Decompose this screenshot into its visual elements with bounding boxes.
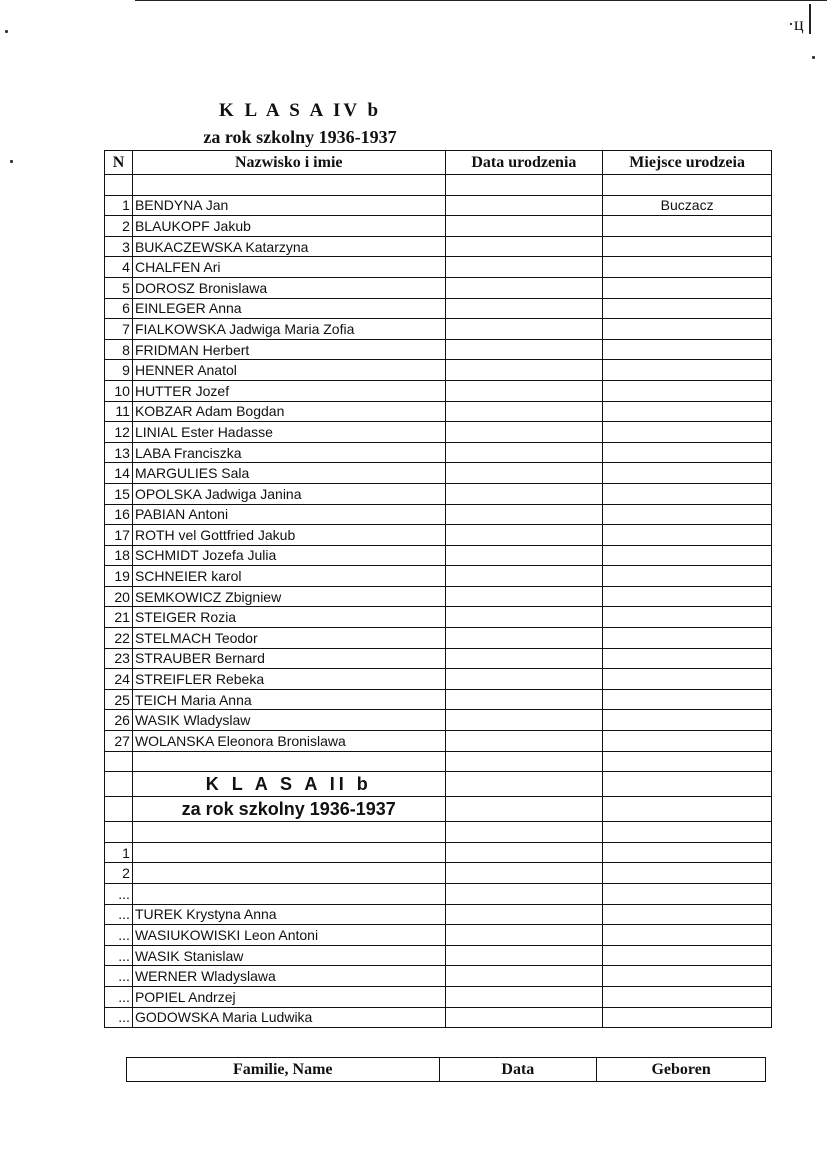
birth-place-cell — [603, 319, 772, 340]
student-name: SCHMIDT Jozefa Julia — [132, 545, 445, 566]
blank-cell — [603, 772, 772, 797]
birth-date-cell — [445, 504, 603, 525]
table-row — [105, 966, 772, 987]
table-row — [105, 710, 772, 731]
row-number: 11 — [105, 401, 133, 422]
birth-date-cell — [445, 986, 603, 1007]
birth-date-cell — [445, 463, 603, 484]
row-number: ... — [105, 986, 133, 1007]
footer-row — [127, 1058, 766, 1082]
student-name — [132, 842, 445, 863]
birth-place-cell — [603, 545, 772, 566]
scan-speck — [10, 160, 13, 163]
birth-place-cell — [603, 339, 772, 360]
table-row — [105, 298, 772, 319]
table-row — [105, 216, 772, 237]
student-name: EINLEGER Anna — [132, 298, 445, 319]
birth-place-cell — [603, 710, 772, 731]
student-name: STELMACH Teodor — [132, 628, 445, 649]
birth-date-cell — [445, 945, 603, 966]
birth-date-cell — [445, 863, 603, 884]
birth-date-cell — [445, 842, 603, 863]
student-name: BENDYNA Jan — [132, 195, 445, 216]
table-row — [105, 319, 772, 340]
row-number: ... — [105, 945, 133, 966]
birth-place-cell — [603, 483, 772, 504]
page-number-mark: ·ц — [788, 14, 804, 34]
birth-place-cell — [603, 175, 772, 196]
birth-date-cell — [445, 236, 603, 257]
birth-place-cell — [603, 731, 772, 752]
birth-place-cell — [603, 463, 772, 484]
row-number: 2 — [105, 863, 133, 884]
birth-date-cell — [445, 822, 603, 843]
birth-date-cell — [445, 925, 603, 946]
table-row — [105, 689, 772, 710]
student-name — [132, 822, 445, 843]
row-number — [105, 822, 133, 843]
table-row — [105, 904, 772, 925]
birth-date-cell — [445, 319, 603, 340]
table-row — [105, 504, 772, 525]
row-number: 1 — [105, 195, 133, 216]
table-row — [105, 380, 772, 401]
birth-place-cell — [603, 257, 772, 278]
birth-date-cell — [445, 277, 603, 298]
class-ii-title: K L A S A II b — [132, 772, 445, 797]
row-number: 17 — [105, 525, 133, 546]
header-number: N — [105, 151, 133, 175]
student-name: FIALKOWSKA Jadwiga Maria Zofia — [132, 319, 445, 340]
table-row — [105, 339, 772, 360]
birth-date-cell — [445, 360, 603, 381]
birth-place-cell — [603, 586, 772, 607]
birth-date-cell — [445, 298, 603, 319]
birth-date-cell — [445, 751, 603, 772]
birth-date-cell — [445, 339, 603, 360]
table-row — [105, 586, 772, 607]
row-number — [105, 751, 133, 772]
birth-place-cell — [603, 884, 772, 905]
birth-date-cell — [445, 525, 603, 546]
birth-place-cell — [603, 986, 772, 1007]
row-number: ... — [105, 884, 133, 905]
student-name: SCHNEIER karol — [132, 566, 445, 587]
table-header-row — [105, 151, 772, 175]
birth-date-cell — [445, 1007, 603, 1028]
table-row — [105, 545, 772, 566]
row-number: 18 — [105, 545, 133, 566]
row-number: 21 — [105, 607, 133, 628]
row-number: 24 — [105, 669, 133, 690]
birth-place-cell — [603, 566, 772, 587]
student-name: OPOLSKA Jadwiga Janina — [132, 483, 445, 504]
row-number: ... — [105, 966, 133, 987]
table-row — [105, 669, 772, 690]
table-row — [105, 442, 772, 463]
birth-date-cell — [445, 731, 603, 752]
scan-speck — [5, 30, 8, 33]
blank-cell — [105, 797, 133, 822]
student-name: BLAUKOPF Jakub — [132, 216, 445, 237]
birth-place-cell — [603, 904, 772, 925]
birth-place-cell — [603, 822, 772, 843]
birth-place-cell — [603, 504, 772, 525]
row-number: 1 — [105, 842, 133, 863]
student-name: STEIGER Rozia — [132, 607, 445, 628]
table-row — [105, 925, 772, 946]
birth-date-cell — [445, 669, 603, 690]
birth-place-cell: Buczacz — [603, 195, 772, 216]
birth-date-cell — [445, 566, 603, 587]
row-number: 25 — [105, 689, 133, 710]
student-name: WASIK Stanislaw — [132, 945, 445, 966]
student-name: ROTH vel Gottfried Jakub — [132, 525, 445, 546]
row-number: 13 — [105, 442, 133, 463]
student-name: GODOWSKA Maria Ludwika — [132, 1007, 445, 1028]
student-name: PABIAN Antoni — [132, 504, 445, 525]
table-row — [105, 525, 772, 546]
birth-date-cell — [445, 483, 603, 504]
scan-speck — [812, 56, 815, 59]
table-row — [105, 483, 772, 504]
birth-date-cell — [445, 689, 603, 710]
footer-name-label: Familie, Name — [127, 1058, 440, 1082]
student-name: FRIDMAN Herbert — [132, 339, 445, 360]
birth-date-cell — [445, 904, 603, 925]
row-number: 14 — [105, 463, 133, 484]
birth-place-cell — [603, 360, 772, 381]
student-name — [132, 863, 445, 884]
birth-place-cell — [603, 380, 772, 401]
birth-place-cell — [603, 401, 772, 422]
table-row — [105, 842, 772, 863]
student-name: TEICH Maria Anna — [132, 689, 445, 710]
class-ii-year-row — [105, 797, 772, 822]
row-number: ... — [105, 1007, 133, 1028]
birth-place-cell — [603, 298, 772, 319]
footer-born-label: Geboren — [597, 1058, 766, 1082]
birth-date-cell — [445, 545, 603, 566]
birth-date-cell — [445, 442, 603, 463]
row-number: 10 — [105, 380, 133, 401]
table-row — [105, 463, 772, 484]
student-name: HUTTER Jozef — [132, 380, 445, 401]
birth-place-cell — [603, 422, 772, 443]
birth-date-cell — [445, 966, 603, 987]
birth-date-cell — [445, 884, 603, 905]
top-border-line — [135, 0, 827, 1]
student-name: CHALFEN Ari — [132, 257, 445, 278]
birth-date-cell — [445, 422, 603, 443]
row-number: 3 — [105, 236, 133, 257]
student-name: WASIUKOWISKI Leon Antoni — [132, 925, 445, 946]
student-name: MARGULIES Sala — [132, 463, 445, 484]
birth-place-cell — [603, 945, 772, 966]
student-name: STRAUBER Bernard — [132, 648, 445, 669]
student-name: BUKACZEWSKA Katarzyna — [132, 236, 445, 257]
birth-place-cell — [603, 442, 772, 463]
birth-place-cell — [603, 925, 772, 946]
row-number: 27 — [105, 731, 133, 752]
student-name: LINIAL Ester Hadasse — [132, 422, 445, 443]
row-number: 15 — [105, 483, 133, 504]
birth-date-cell — [445, 586, 603, 607]
birth-place-cell — [603, 607, 772, 628]
school-year-title: za rok szkolny 1936-1937 — [203, 127, 397, 147]
class-ii-year: za rok szkolny 1936-1937 — [132, 797, 445, 822]
blank-cell — [445, 797, 603, 822]
birth-place-cell — [603, 648, 772, 669]
footer-date-label: Data — [439, 1058, 597, 1082]
row-number: ... — [105, 925, 133, 946]
student-name: HENNER Anatol — [132, 360, 445, 381]
student-name: WASIK Wladyslaw — [132, 710, 445, 731]
birth-place-cell — [603, 751, 772, 772]
birth-place-cell — [603, 842, 772, 863]
birth-place-cell — [603, 628, 772, 649]
birth-date-cell — [445, 401, 603, 422]
student-name — [132, 175, 445, 196]
birth-date-cell — [445, 195, 603, 216]
birth-date-cell — [445, 607, 603, 628]
student-name: WERNER Wladyslawa — [132, 966, 445, 987]
row-number: 8 — [105, 339, 133, 360]
blank-cell — [105, 772, 133, 797]
row-number: 19 — [105, 566, 133, 587]
blank-cell — [603, 797, 772, 822]
blank-row — [105, 822, 772, 843]
row-number — [105, 175, 133, 196]
header-birthdate: Data urodzenia — [445, 151, 603, 175]
birth-date-cell — [445, 380, 603, 401]
student-name: STREIFLER Rebeka — [132, 669, 445, 690]
table-row — [105, 863, 772, 884]
birth-place-cell — [603, 216, 772, 237]
row-number: 9 — [105, 360, 133, 381]
table-row — [105, 236, 772, 257]
student-name: SEMKOWICZ Zbigniew — [132, 586, 445, 607]
row-number: 20 — [105, 586, 133, 607]
row-number: 6 — [105, 298, 133, 319]
table-row — [105, 1007, 772, 1028]
table-row — [105, 195, 772, 216]
student-name — [132, 884, 445, 905]
blank-row — [105, 751, 772, 772]
birth-date-cell — [445, 648, 603, 669]
class-ii-title-row — [105, 772, 772, 797]
birth-date-cell — [445, 257, 603, 278]
class-title: K L A S A IV b — [218, 100, 382, 121]
class-roster-table — [104, 150, 772, 1028]
birth-place-cell — [603, 1007, 772, 1028]
row-number: 2 — [105, 216, 133, 237]
table-row — [105, 422, 772, 443]
row-number: 7 — [105, 319, 133, 340]
blank-row — [105, 175, 772, 196]
table-row — [105, 277, 772, 298]
birth-place-cell — [603, 863, 772, 884]
row-number: 4 — [105, 257, 133, 278]
footer-label-table — [126, 1057, 766, 1082]
row-number: 22 — [105, 628, 133, 649]
row-number: 26 — [105, 710, 133, 731]
birth-place-cell — [603, 669, 772, 690]
header-name: Nazwisko i imie — [132, 151, 445, 175]
row-number: 16 — [105, 504, 133, 525]
table-row — [105, 607, 772, 628]
student-name — [132, 751, 445, 772]
table-row — [105, 731, 772, 752]
birth-place-cell — [603, 689, 772, 710]
table-row — [105, 566, 772, 587]
birth-place-cell — [603, 966, 772, 987]
table-row — [105, 648, 772, 669]
table-row — [105, 257, 772, 278]
birth-date-cell — [445, 175, 603, 196]
student-name: WOLANSKA Eleonora Bronislawa — [132, 731, 445, 752]
birth-place-cell — [603, 525, 772, 546]
birth-date-cell — [445, 628, 603, 649]
table-row — [105, 884, 772, 905]
row-number: 23 — [105, 648, 133, 669]
row-number: 12 — [105, 422, 133, 443]
row-number: 5 — [105, 277, 133, 298]
student-name: POPIEL Andrzej — [132, 986, 445, 1007]
birth-place-cell — [603, 277, 772, 298]
table-row — [105, 360, 772, 381]
table-row — [105, 628, 772, 649]
margin-bar — [809, 4, 811, 34]
table-row — [105, 401, 772, 422]
row-number: ... — [105, 904, 133, 925]
student-name: DOROSZ Bronislawa — [132, 277, 445, 298]
header-birthplace: Miejsce urodzeia — [603, 151, 772, 175]
birth-place-cell — [603, 236, 772, 257]
student-name: KOBZAR Adam Bogdan — [132, 401, 445, 422]
student-name: TUREK Krystyna Anna — [132, 904, 445, 925]
birth-date-cell — [445, 710, 603, 731]
blank-cell — [445, 772, 603, 797]
table-row — [105, 986, 772, 1007]
birth-date-cell — [445, 216, 603, 237]
table-row — [105, 945, 772, 966]
student-name: LABA Franciszka — [132, 442, 445, 463]
